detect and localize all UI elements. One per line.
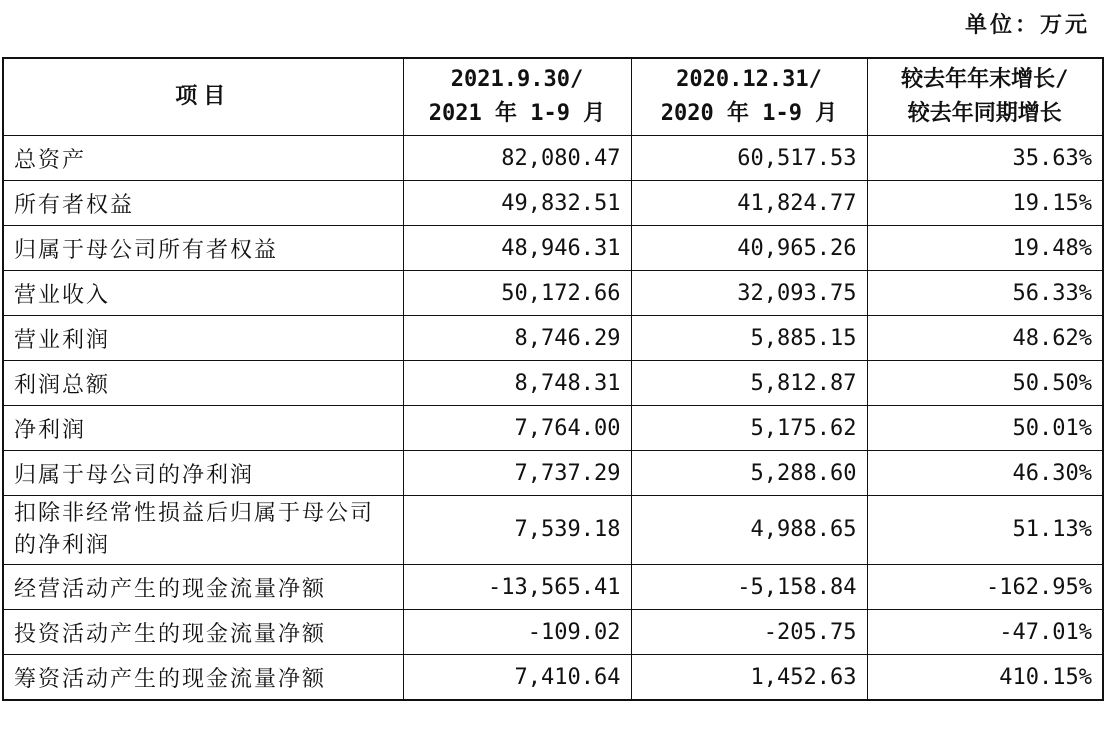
- row-label: 利润总额: [3, 361, 403, 406]
- header-col2-line1: 2020.12.31/: [676, 67, 822, 92]
- header-col3: [867, 58, 1103, 136]
- value-2020: -205.75: [631, 610, 867, 655]
- value-2021: 49,832.51: [403, 181, 631, 226]
- value-2020: 60,517.53: [631, 136, 867, 181]
- row-label: 投资活动产生的现金流量净额: [3, 610, 403, 655]
- value-2021: 48,946.31: [403, 226, 631, 271]
- row-label: 营业利润: [3, 316, 403, 361]
- header-col2-line2: 2020 年 1-9 月: [660, 101, 838, 126]
- table-row: [3, 181, 1103, 226]
- row-label: 归属于母公司的净利润: [3, 451, 403, 496]
- financial-summary-table: [2, 57, 1104, 701]
- growth-rate: 50.01%: [867, 406, 1103, 451]
- table-row: [3, 361, 1103, 406]
- growth-rate: 51.13%: [867, 496, 1103, 565]
- table-row: [3, 451, 1103, 496]
- value-2020: 5,288.60: [631, 451, 867, 496]
- value-2021: 8,746.29: [403, 316, 631, 361]
- header-col1-line2: 2021 年 1-9 月: [428, 101, 606, 126]
- value-2020: 5,175.62: [631, 406, 867, 451]
- row-label: 扣除非经常性损益后归属于母公司的净利润: [3, 496, 403, 565]
- header-col2: [631, 58, 867, 136]
- table-row: [3, 136, 1103, 181]
- value-2021: 50,172.66: [403, 271, 631, 316]
- row-label: 总资产: [3, 136, 403, 181]
- value-2020: 5,812.87: [631, 361, 867, 406]
- value-2020: 41,824.77: [631, 181, 867, 226]
- table-row: [3, 496, 1103, 565]
- value-2020: 4,988.65: [631, 496, 867, 565]
- table-header-row: [3, 58, 1103, 136]
- row-label: 营业收入: [3, 271, 403, 316]
- table-row: [3, 655, 1103, 701]
- value-2020: 5,885.15: [631, 316, 867, 361]
- row-label: 所有者权益: [3, 181, 403, 226]
- value-2021: 7,539.18: [403, 496, 631, 565]
- growth-rate: 19.15%: [867, 181, 1103, 226]
- value-2020: 40,965.26: [631, 226, 867, 271]
- value-2021: 7,737.29: [403, 451, 631, 496]
- value-2021: 8,748.31: [403, 361, 631, 406]
- table-row: [3, 610, 1103, 655]
- growth-rate: -47.01%: [867, 610, 1103, 655]
- table-row: [3, 565, 1103, 610]
- growth-rate: 410.15%: [867, 655, 1103, 701]
- value-2020: -5,158.84: [631, 565, 867, 610]
- growth-rate: 56.33%: [867, 271, 1103, 316]
- growth-rate: 19.48%: [867, 226, 1103, 271]
- table-row: [3, 406, 1103, 451]
- table-row: [3, 316, 1103, 361]
- header-col3-line1: 较去年年末增长/: [901, 67, 1069, 92]
- value-2020: 1,452.63: [631, 655, 867, 701]
- value-2021: -109.02: [403, 610, 631, 655]
- value-2020: 32,093.75: [631, 271, 867, 316]
- growth-rate: 50.50%: [867, 361, 1103, 406]
- value-2021: 7,764.00: [403, 406, 631, 451]
- row-label: 净利润: [3, 406, 403, 451]
- header-col3-line2: 较去年同期增长: [907, 101, 1062, 126]
- table-row: [3, 226, 1103, 271]
- row-label: 筹资活动产生的现金流量净额: [3, 655, 403, 701]
- unit-label: 单位：万元: [964, 13, 1090, 38]
- header-col1-line1: 2021.9.30/: [450, 67, 584, 92]
- growth-rate: 48.62%: [867, 316, 1103, 361]
- row-label: 经营活动产生的现金流量净额: [3, 565, 403, 610]
- table-row: [3, 271, 1103, 316]
- value-2021: 7,410.64: [403, 655, 631, 701]
- header-item: 项目: [3, 58, 403, 136]
- growth-rate: -162.95%: [867, 565, 1103, 610]
- growth-rate: 46.30%: [867, 451, 1103, 496]
- row-label: 归属于母公司所有者权益: [3, 226, 403, 271]
- growth-rate: 35.63%: [867, 136, 1103, 181]
- value-2021: 82,080.47: [403, 136, 631, 181]
- value-2021: -13,565.41: [403, 565, 631, 610]
- header-col1: [403, 58, 631, 136]
